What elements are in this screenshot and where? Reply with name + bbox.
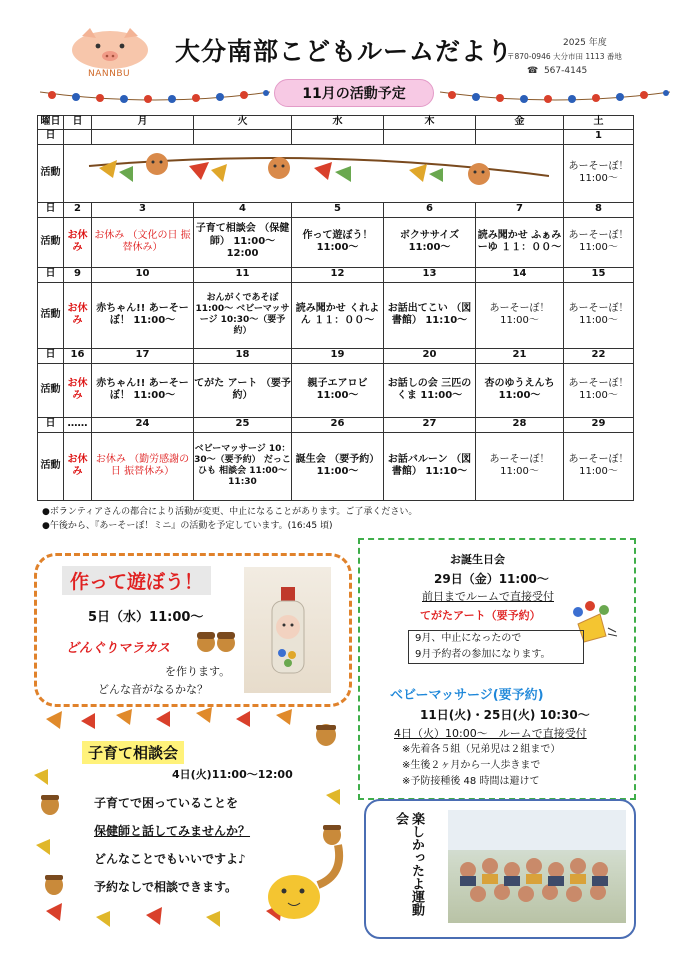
closed-cell: お休み	[64, 217, 92, 267]
make-text: を作ります。	[165, 665, 231, 678]
header-cell: 日	[64, 116, 92, 130]
date-cell: 18	[194, 348, 292, 363]
date-cell: 3	[92, 202, 194, 217]
date-cell: 9	[64, 267, 92, 282]
date-cell: 5	[292, 202, 384, 217]
activity-cell: 赤ちゃん!! あーそーぼ！ 11:00～	[92, 282, 194, 348]
birthday-reserve: 前日までルームで直接受付	[422, 590, 554, 603]
header-cell: 木	[384, 116, 476, 130]
baby-massage-rules	[402, 742, 560, 790]
phone-number: 567-4145	[543, 66, 588, 76]
header-cell: 月	[92, 116, 194, 130]
birthday-title: お誕生日会	[450, 553, 505, 566]
date-cell: 15	[564, 267, 634, 282]
date-cell: 16	[64, 348, 92, 363]
activity-row	[38, 432, 634, 500]
date-cell: ……	[64, 417, 92, 432]
date-cell: 6	[384, 202, 476, 217]
date-cell	[194, 129, 292, 144]
date-cell: 21	[476, 348, 564, 363]
closed-cell: お休み	[64, 432, 92, 500]
fiscal-year: 2025 年度	[563, 38, 607, 48]
notice-box	[408, 630, 584, 664]
rule-line: ※予防接種後 48 時間は避けて	[402, 776, 540, 787]
make-and-play-title: 作って遊ぼう！	[62, 566, 211, 595]
activity-cell: あーそーぼ！ 11:00～	[564, 432, 634, 500]
notice-line: 9月予約者の参加になります。	[415, 649, 551, 660]
consultation-line: 保健師と話してみませんか？	[94, 824, 251, 838]
date-cell: 17	[92, 348, 194, 363]
header-cell: 火	[194, 116, 292, 130]
consultation-line: 予約なしで相談できます。	[94, 880, 238, 894]
baby-massage-reserve: 4日（火）10:00～ ルームで直接受付	[394, 727, 587, 740]
activity-cell: お話出てこい （図書館） 11:10～	[384, 282, 476, 348]
activity-cell: お話バルーン （図書館） 11:10～	[384, 432, 476, 500]
month-banner: 11月の活動予定	[274, 79, 434, 107]
activity-cell: 赤ちゃん!! あーそーぼ！ 11:00～	[92, 363, 194, 417]
date-cell: 10	[92, 267, 194, 282]
bottle-maracas-icon	[244, 567, 331, 693]
row-label: 日	[38, 129, 64, 144]
make-and-play-date: 5日（水）11:00～	[88, 610, 204, 625]
header-cell: 土	[564, 116, 634, 130]
activity-cell: お話しの会 三匹のくま 11:00～	[384, 363, 476, 417]
activity-cell: 誕生会 （要予約） 11:00～	[292, 432, 384, 500]
activity-cell: ボクササイズ 11:00～	[384, 217, 476, 267]
baby-massage-dates: 11日(火)・25日(火) 10:30～	[420, 708, 590, 722]
date-cell: 29	[564, 417, 634, 432]
activity-cell: あーそーぼ！ 11:00～	[564, 363, 634, 417]
date-cell: 26	[292, 417, 384, 432]
header-cell: 水	[292, 116, 384, 130]
date-row	[38, 267, 634, 282]
row-label: 日	[38, 417, 64, 432]
notes	[42, 506, 417, 534]
activity-cell: あーそーぼ！ 11:00～	[476, 432, 564, 500]
date-cell	[384, 129, 476, 144]
date-cell: 22	[564, 348, 634, 363]
date-row	[38, 129, 634, 144]
date-cell: 1	[564, 129, 634, 144]
activity-cell: 読み聞かせ ふぁみーゆ １１：００～	[476, 217, 564, 267]
autumn-garland-left-icon	[40, 86, 270, 104]
row-label: 活動	[38, 282, 64, 348]
activity-cell: てがた アート （要予約）	[194, 363, 292, 417]
row-label: 日	[38, 348, 64, 363]
maracas-photo	[244, 567, 331, 693]
consultation-line: どんなことでもいいですよ♪	[94, 852, 246, 866]
row-label: 活動	[38, 363, 64, 417]
birthday-date: 29日（金）11:00～	[434, 572, 549, 586]
date-cell: 27	[384, 417, 476, 432]
activity-cell: 子育て相談会 （保健師） 11:00～12:00	[194, 217, 292, 267]
date-cell: 4	[194, 202, 292, 217]
consultation-title: 子育て相談会	[82, 741, 184, 764]
rule-line: ※生後２ヶ月から一人歩きまで	[402, 760, 541, 771]
date-cell: 20	[384, 348, 476, 363]
header-cell: 曜日	[38, 116, 64, 130]
activity-cell: 読み聞かせ くれよん １１：００～	[292, 282, 384, 348]
activity-cell: あーそーぼ！ 11:00～	[564, 144, 634, 202]
activity-cell: あーそーぼ！ 11:00～	[564, 217, 634, 267]
notice-line: 9月、中止になったので	[415, 633, 522, 644]
date-cell: 13	[384, 267, 476, 282]
date-cell: 12	[292, 267, 384, 282]
group-photo-icon	[448, 810, 626, 923]
row-label: 日	[38, 202, 64, 217]
autumn-leaves-decoration	[64, 144, 564, 202]
telephone	[527, 66, 587, 76]
acorn-maracas-icon	[194, 628, 238, 654]
autumn-garland-right-icon	[440, 86, 670, 104]
holiday-cell: お休み （勤労感謝の日 振替休み）	[92, 432, 194, 500]
activity-row	[38, 144, 634, 202]
date-cell: 8	[564, 202, 634, 217]
date-cell: 19	[292, 348, 384, 363]
row-label: 活動	[38, 144, 64, 202]
sports-day-text: 楽しかったよ運動会	[393, 812, 424, 916]
date-row	[38, 348, 634, 363]
activity-row	[38, 282, 634, 348]
rule-line: ※先着各５組（兄弟児は２組まで）	[402, 744, 561, 755]
date-cell: 11	[194, 267, 292, 282]
note-line: ●午後から、『あーそーぼ！ミニ』の活動を予定しています。(16:45 頃)	[42, 520, 333, 531]
hand-art-label: てがたアート（要予約）	[420, 609, 541, 622]
row-label: 活動	[38, 432, 64, 500]
date-cell	[292, 129, 384, 144]
date-cell	[476, 129, 564, 144]
acorn-maracas-label: どんぐりマラカス	[66, 641, 171, 656]
baby-massage-title: ベビーマッサージ(要予約)	[390, 688, 544, 703]
activity-calendar	[37, 115, 634, 501]
logo-text: NANNBU	[88, 69, 131, 79]
phone-icon: ☎	[527, 66, 539, 76]
activity-cell: あーそーぼ！ 11:00～	[476, 282, 564, 348]
date-row	[38, 417, 634, 432]
closed-cell: お休み	[64, 282, 92, 348]
date-cell: 24	[92, 417, 194, 432]
activity-cell: 作って遊ぼう！ 11:00～	[292, 217, 384, 267]
date-cell: 7	[476, 202, 564, 217]
activity-cell: おんがくであそぼ 11:00～ ベビーマッサージ 10:30～（要予約）	[194, 282, 292, 348]
date-cell: 14	[476, 267, 564, 282]
closed-cell: お休み	[64, 363, 92, 417]
leaf-frame-icon	[26, 705, 356, 933]
activity-cell: ベビーマッサージ 10：30～（要予約） だっこひも 相談会 11:00～11:30	[194, 432, 292, 500]
holiday-cell: お休み （文化の日 振替休み）	[92, 217, 194, 267]
sports-day-photo	[448, 810, 626, 923]
date-cell	[64, 129, 92, 144]
leaves-icon	[79, 146, 549, 196]
date-cell	[92, 129, 194, 144]
sound-question: どんな音がなるかな？	[98, 683, 208, 696]
row-label: 活動	[38, 217, 64, 267]
header-cell: 金	[476, 116, 564, 130]
consultation-date: 4日(火)11:00～12:00	[172, 768, 293, 781]
page-title: 大分南部こどもルームだより	[175, 37, 514, 66]
activity-cell: あーそーぼ！ 11:00～	[564, 282, 634, 348]
date-cell: 25	[194, 417, 292, 432]
calendar-header-row	[38, 116, 634, 130]
activity-cell: 杏のゆうえんち 11:00～	[476, 363, 564, 417]
activity-row	[38, 217, 634, 267]
activity-row	[38, 363, 634, 417]
address: 〒870-0946 大分市田 1113 番地	[507, 52, 622, 61]
note-line: ●ボランティアさんの都合により活動が変更、中止になることがあります。ご了承ください。	[42, 507, 418, 517]
date-row	[38, 202, 634, 217]
pig-logo-icon	[68, 26, 152, 70]
date-cell: 2	[64, 202, 92, 217]
activity-cell: 親子エアロビ 11:00～	[292, 363, 384, 417]
consultation-line: 子育てで困っていることを	[94, 796, 239, 810]
row-label: 日	[38, 267, 64, 282]
date-cell: 28	[476, 417, 564, 432]
